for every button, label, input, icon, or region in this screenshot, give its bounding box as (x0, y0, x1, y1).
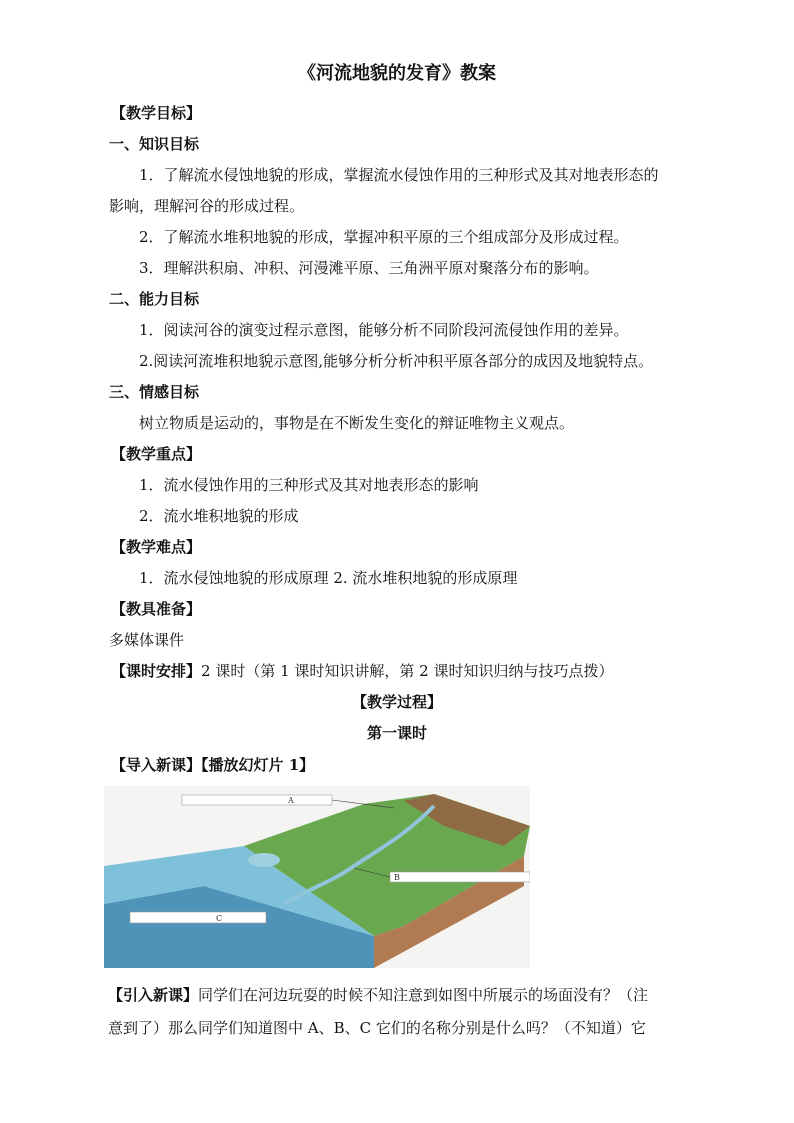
objectives-heading: 【教学目标】 (111, 104, 202, 122)
label-a: A (288, 796, 294, 805)
knowledge-goal-1-line1: 1．了解流水侵蚀地貌的形成，掌握流水侵蚀作用的三种形式及其对地表形态的 (139, 166, 659, 184)
lead-line-1 (108, 985, 648, 1005)
slide-heading: 【播放幻灯片 1】 (201, 756, 315, 774)
intro-heading: 【导入新课】 (111, 756, 202, 774)
emotion-goal-text: 树立物质是运动的，事物是在不断发生变化的辩证唯物主义观点。 (139, 414, 575, 432)
process-heading: 【教学过程】 (351, 693, 442, 711)
ability-goal-2: 2.阅读河流堆积地貌示意图,能够分析分析冲积平原各部分的成因及地貌特点。 (139, 352, 654, 370)
tools-heading: 【教具准备】 (111, 600, 202, 618)
knowledge-goal-1-line2: 影响，理解河谷的形成过程。 (109, 197, 305, 215)
label-c: C (216, 914, 223, 923)
key-point-2: 2．流水堆积地貌的形成 (139, 507, 299, 525)
knowledge-goal-2: 2．了解流水堆积地貌的形成，掌握冲积平原的三个组成部分及形成过程。 (139, 228, 629, 246)
key-points-heading: 【教学重点】 (111, 445, 202, 463)
tools-text: 多媒体课件 (109, 631, 185, 649)
lead-text-1: 同学们在河边玩耍的时候不知注意到如图中所展示的场面没有？（注 (198, 986, 649, 1004)
knowledge-goal-3: 3．理解洪积扇、冲积、河漫滩平原、三角洲平原对聚落分布的影响。 (139, 259, 599, 277)
lake (248, 853, 280, 867)
schedule-heading: 【课时安排】 (111, 662, 202, 680)
ability-goal-1: 1．阅读河谷的演变过程示意图，能够分析不同阶段河流侵蚀作用的差异。 (139, 321, 629, 339)
label-box-c (130, 912, 266, 923)
lead-line-2: 意到了）那么同学们知道图中 A、B、C 它们的名称分别是什么吗？（不知道）它 (108, 1019, 646, 1037)
label-box-a (182, 795, 332, 805)
lead-heading: 【引入新课】 (108, 986, 199, 1004)
schedule-line (111, 661, 614, 681)
difficulties-heading: 【教学难点】 (111, 538, 202, 556)
emotion-goals-heading: 三、情感目标 (109, 383, 200, 401)
river-landform-illustration (104, 786, 530, 968)
intro-heading-line (111, 755, 314, 775)
ability-goals-heading: 二、能力目标 (109, 290, 200, 308)
knowledge-goals-heading: 一、知识目标 (109, 135, 200, 153)
document-title: 《河流地貌的发育》教案 (298, 63, 496, 84)
label-b: B (394, 873, 400, 882)
difficulties-text: 1．流水侵蚀地貌的形成原理 2. 流水堆积地貌的形成原理 (139, 569, 518, 587)
key-point-1: 1．流水侵蚀作用的三种形式及其对地表形态的影响 (139, 476, 479, 494)
schedule-text: 2 课时（第 1 课时知识讲解，第 2 课时知识归纳与技巧点拨） (201, 662, 614, 680)
label-box-b (390, 872, 530, 882)
lesson-1-heading: 第一课时 (366, 724, 427, 742)
